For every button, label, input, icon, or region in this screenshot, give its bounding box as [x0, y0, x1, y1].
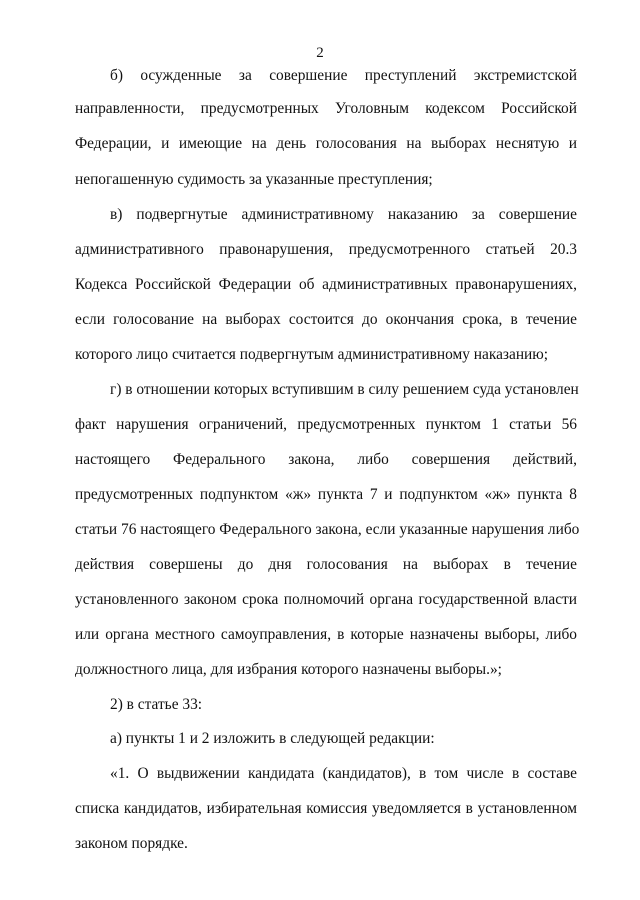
quoted-point-1-line-3: законом порядке. — [75, 835, 188, 852]
paragraph-v-line-3: Кодекса Российской Федерации об административных правонарушениях, — [75, 276, 577, 293]
quoted-point-1-line-1: «1. О выдвижении кандидата (кандидатов), в том числе в составе — [110, 765, 577, 782]
paragraph-v-line-2: административного правонарушения, предусмотренного статьей 20.3 — [75, 241, 577, 258]
paragraph-g-line-8: или органа местного самоуправления, в которые назначены выборы, либо — [75, 626, 577, 643]
paragraph-b-line-4: непогашенную судимость за указанные преступления; — [75, 171, 433, 188]
paragraph-v-line-1: в) подвергнутые административному наказанию за совершение — [110, 206, 577, 223]
paragraph-b-line-3: Федерации, и имеющие на день голосования на выборах неснятую и — [75, 135, 577, 152]
paragraph-g-line-4: предусмотренных подпунктом «ж» пункта 7 и подпунктом «ж» пункта 8 — [75, 486, 577, 503]
paragraph-v-line-5: которого лицо считается подвергнутым административному наказанию; — [75, 346, 549, 363]
paragraph-g-line-6: действия совершены до дня голосования на выборах в течение — [75, 556, 577, 573]
paragraph-g-line-2: факт нарушения ограничений, предусмотренных пунктом 1 статьи 56 — [75, 416, 577, 433]
quoted-point-1-line-2: списка кандидатов, избирательная комиссия уведомляется в установленном — [75, 800, 577, 817]
paragraph-g-line-3: настоящего Федерального закона, либо совершения действий, — [75, 451, 577, 468]
paragraph-g-line-9: должностного лица, для избрания которого назначены выборы.»; — [75, 661, 502, 678]
paragraph-g-line-7: установленного законом срока полномочий органа государственной власти — [75, 591, 577, 608]
item-a-text: а) пункты 1 и 2 изложить в следующей редакции: — [110, 730, 435, 747]
paragraph-g-line-5: статьи 76 настоящего Федерального закона, если указанные нарушения либо — [75, 521, 580, 538]
item-2-heading: 2) в статье 33: — [110, 696, 203, 713]
page-number: 2 — [316, 45, 324, 61]
paragraph-b-line-2: направленности, предусмотренных Уголовным кодексом Российской — [75, 100, 577, 117]
paragraph-g-line-1: г) в отношении которых вступившим в силу решением суда установлен — [110, 381, 579, 398]
paragraph-b-line-1: б) осужденные за совершение преступлений экстремистской — [110, 67, 577, 84]
paragraph-v-line-4: если голосование на выборах состоится до окончания срока, в течение — [75, 311, 577, 328]
